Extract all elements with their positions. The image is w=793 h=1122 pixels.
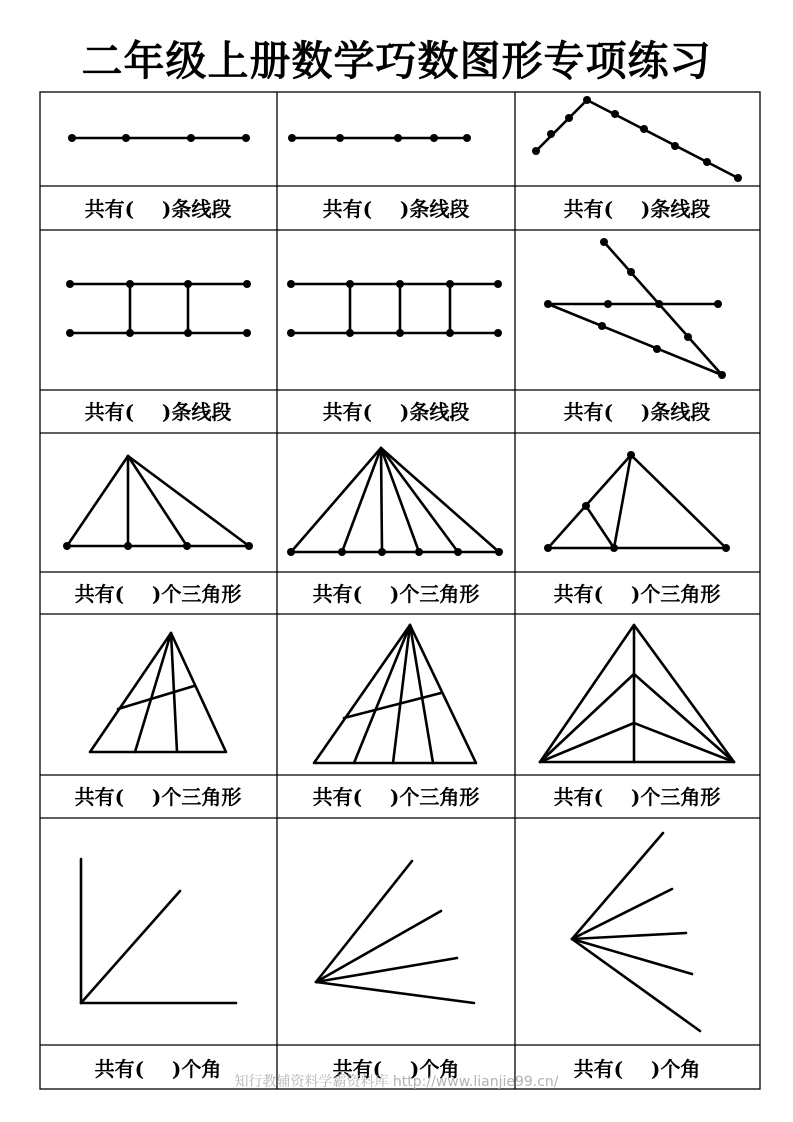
question-label: 共有( )个角	[332, 1057, 460, 1081]
figure-angle-5-rays	[572, 833, 700, 1031]
question-label: 共有( )个角	[573, 1057, 701, 1081]
figure-triangle-inner-split	[544, 451, 730, 552]
watermark: 知行教辅资料学霸资料库 http://www.lianjie99.cn/	[234, 1074, 559, 1090]
question-label: 共有( )个三角形	[74, 582, 242, 606]
question-label: 共有( )条线段	[322, 197, 470, 221]
question-label: 共有( )个三角形	[553, 785, 721, 809]
question-label: 共有( )条线段	[84, 400, 232, 424]
question-label: 共有( )条线段	[563, 400, 711, 424]
figure-segment-line-4-points	[68, 134, 250, 142]
figure-triangle-2-cevians-crossbar	[90, 633, 226, 752]
figure-nested-triangles	[540, 625, 734, 762]
figure-segment-line-5-points	[288, 134, 471, 142]
figure-crossing-lines	[544, 238, 726, 379]
question-label: 共有( )个三角形	[553, 582, 721, 606]
figure-triangle-3-cevians-crossbar	[314, 625, 476, 763]
question-label: 共有( )条线段	[84, 197, 232, 221]
question-label: 共有( )个三角形	[312, 785, 480, 809]
figure-ladder-3-rungs	[287, 280, 502, 337]
question-label: 共有( )个角	[94, 1057, 222, 1081]
figure-triangle-3-cevians	[63, 456, 253, 550]
question-label: 共有( )个三角形	[74, 785, 242, 809]
figure-segment-bent-line	[532, 96, 742, 182]
figure-triangle-5-cevians	[287, 448, 503, 556]
page-title: 二年级上册数学巧数图形专项练习	[81, 37, 712, 85]
question-label: 共有( )个三角形	[312, 582, 480, 606]
question-label: 共有( )条线段	[322, 400, 470, 424]
figure-angle-3-rays	[81, 859, 236, 1003]
figure-ladder-2-rungs	[66, 280, 251, 337]
figure-angle-4-rays	[316, 861, 474, 1003]
question-label: 共有( )条线段	[563, 197, 711, 221]
